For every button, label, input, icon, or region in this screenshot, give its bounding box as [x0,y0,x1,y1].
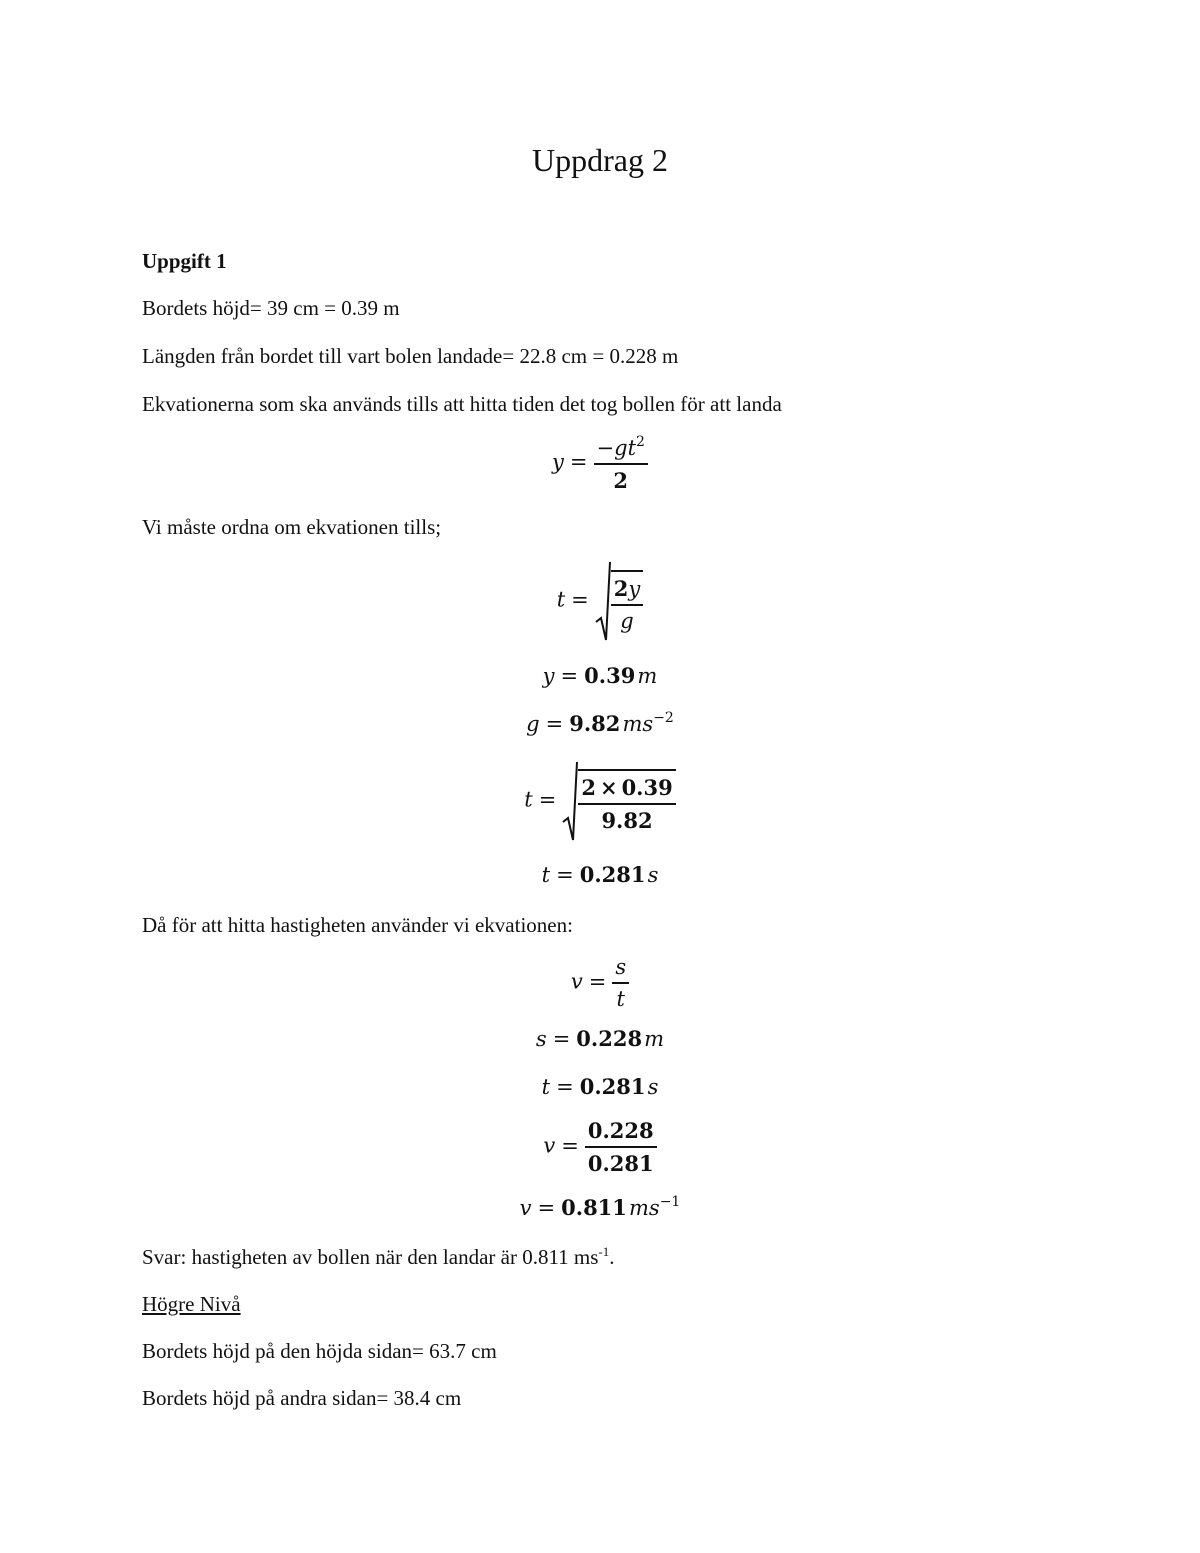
equation-s-value [0,1026,1200,1051]
equation-velocity-substituted [0,1118,1200,1176]
fraction-denominator: g [620,608,634,633]
fraction [585,1118,657,1176]
var-g: g [614,436,628,460]
eq-unit: ms [629,1196,660,1220]
fraction-numerator [611,576,644,606]
paragraph-answer [142,1243,615,1271]
times-sign: × [599,775,618,800]
equation-velocity-result [0,1194,1200,1220]
eq-sign: = [545,712,564,736]
eq-lhs: y [542,664,555,688]
eq-lhs: v [570,969,583,994]
section-heading: Uppgift 1 [142,249,227,273]
exponent: −2 [653,710,674,726]
eq-sign: = [569,450,588,474]
answer-exponent: -1 [598,1244,610,1259]
eq-sign: = [556,863,574,887]
eq-value: 9.82 [569,711,621,736]
fraction [594,434,648,493]
paragraph-table-height: Bordets höjd= 39 cm = 0.39 m [142,296,400,320]
square-root [562,760,675,842]
paragraph-raised-side-height: Bordets höjd på den höjda sidan= 63.7 cm [142,1339,497,1363]
equation-time-formula [0,560,1200,642]
fraction-numerator [594,434,648,465]
paragraph-velocity-intro: Då för att hitta hastigheten använder vi ekvationen: [142,913,573,937]
eq-value: 0.281 [579,862,646,887]
eq-lhs: s [535,1027,547,1051]
eq-lhs: y [552,450,564,474]
eq-value: 0.39 [584,663,636,688]
answer-period: . [609,1245,615,1269]
eq-unit: s [647,863,659,887]
eq-lhs: v [543,1133,556,1158]
coefficient: 2 [613,575,629,601]
fraction-denominator: 9.82 [601,808,653,833]
exponent: −1 [659,1194,681,1210]
eq-unit: ms [622,712,654,736]
eq-unit: s [647,1075,659,1099]
var-y: y [628,576,641,601]
eq-sign: = [561,1133,579,1158]
fraction-numerator [578,775,675,805]
eq-value: 0.811 [561,1195,627,1220]
eq-sign: = [556,1075,574,1099]
paragraph-equations-intro: Ekvationerna som ska används tills att hitta tiden det tog bollen för att landa [142,392,782,416]
eq-lhs: t [556,587,566,612]
eq-lhs: t [541,863,551,887]
eq-unit: m [637,664,658,688]
eq-sign: = [588,969,607,994]
equation-time-result [0,862,1200,887]
radical-sign-icon [562,760,578,842]
answer-text: Svar: hastigheten av bollen när den landar är 0.811 ms [142,1245,599,1269]
fraction-numerator: 0.228 [585,1118,657,1148]
var-t: t [627,436,637,460]
paragraph-landing-distance: Längden från bordet till vart bolen landade= 22.8 cm = 0.228 m [142,344,679,368]
page-title: Uppdrag 2 [532,142,668,178]
equation-t-value [0,1074,1200,1099]
eq-sign: = [537,1196,556,1220]
eq-lhs: g [526,712,540,736]
eq-sign: = [560,664,579,688]
equation-velocity-formula [0,955,1200,1011]
fraction-denominator: 0.281 [587,1151,654,1176]
fraction-denominator: t [616,987,625,1011]
eq-sign: = [552,1027,571,1051]
paragraph-rearrange: Vi måste ordna om ekvationen tills; [142,515,442,539]
fraction [578,775,675,833]
eq-sign: = [538,787,557,812]
eq-lhs: t [524,787,533,812]
minus-sign: − [596,436,615,460]
eq-value: 0.281 [579,1074,646,1099]
operand-b: 0.39 [621,775,673,800]
eq-value: 0.228 [576,1026,643,1051]
equation-time-substituted [0,760,1200,842]
radical-sign-icon [595,560,611,642]
square-root [595,560,644,642]
subheading-higher-level: Högre Nivå [142,1292,241,1316]
operand-a: 2 [581,775,596,800]
fraction [611,576,644,633]
eq-lhs: v [519,1196,532,1220]
equation-fall [0,434,1200,493]
equation-g-value [0,710,1200,736]
paragraph-other-side-height: Bordets höjd på andra sidan= 38.4 cm [142,1386,462,1410]
exponent: 2 [636,434,645,450]
equation-y-value [0,663,1200,688]
eq-lhs: t [541,1075,551,1099]
fraction-numerator: s [612,955,629,984]
eq-unit: m [644,1027,665,1051]
eq-sign: = [571,587,589,612]
fraction [612,955,629,1011]
fraction-denominator: 2 [613,468,629,493]
